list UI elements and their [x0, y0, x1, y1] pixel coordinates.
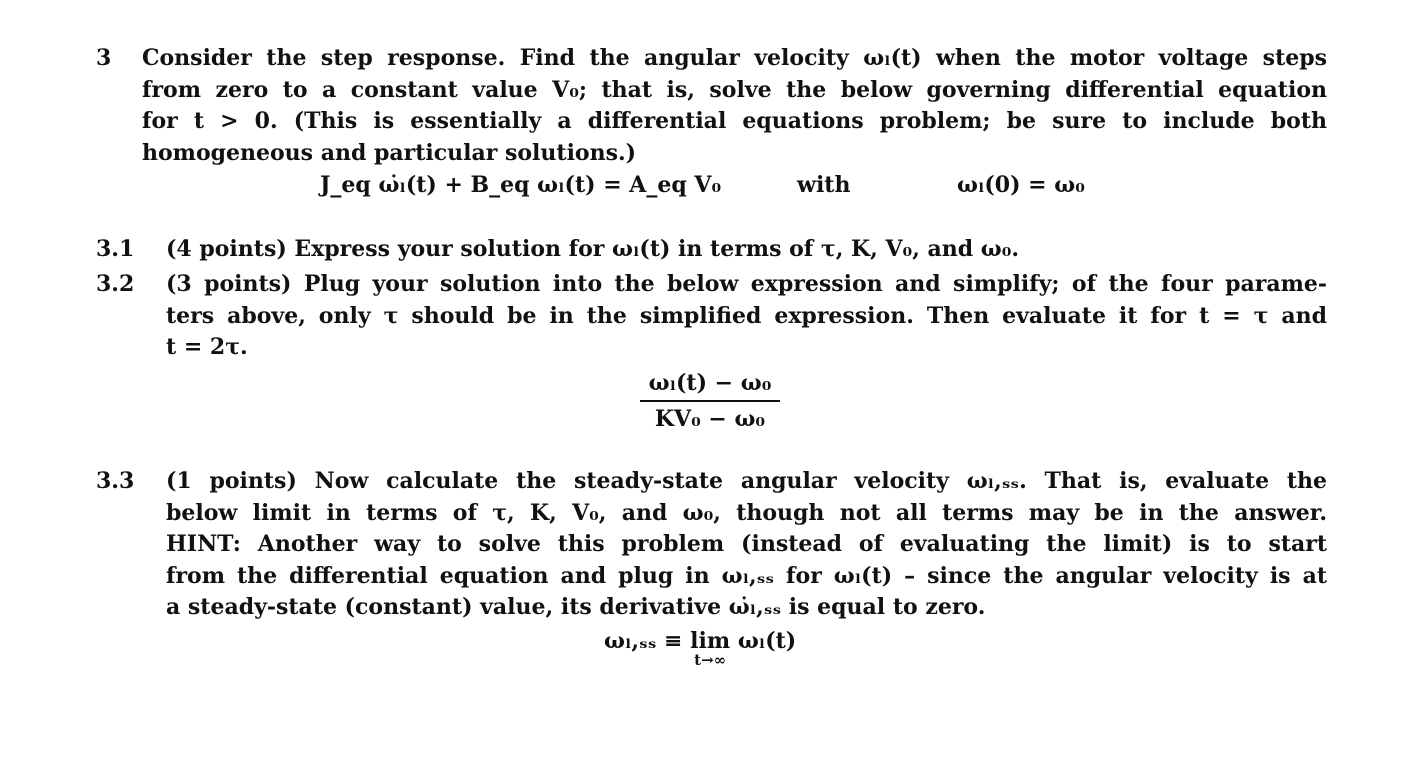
- limit-lhs: ωₗ,ₛₛ ≡: [604, 628, 683, 654]
- part-3-2-line-2: ters above, only τ should be in the simplified expression. Then evaluate it for t = τ and: [166, 302, 1327, 329]
- part-3-2-text: [166, 269, 1327, 364]
- part-3-3-line-2: below limit in terms of τ, K, V₀, and ω₀, though not all terms may be in the answer.: [166, 499, 1327, 526]
- limit-operator: lim: [690, 628, 731, 654]
- part-3-3-line-5: a steady-state (constant) value, its derivative ω̇ₗ,ₛₛ is equal to zero.: [166, 594, 986, 620]
- governing-equation: J_eq ω̇ₗ(t) + B_eq ωₗ(t) = A_eq V₀: [320, 172, 722, 198]
- limit-subscript: t→∞: [694, 651, 727, 669]
- problem-number: 3: [96, 45, 112, 71]
- part-3-1-line-1: (4 points) Express your solution for ωₗ(t) in terms of τ, K, V₀, and ω₀.: [166, 236, 1020, 262]
- part-3-3-text: [166, 466, 1327, 624]
- steady-state-limit-equation: [604, 628, 797, 669]
- problem-line-2: from zero to a constant value V₀; that is, solve the below governing differential equation: [142, 76, 1327, 103]
- part-3-2-number: 3.2: [96, 271, 135, 297]
- problem-line-1: Consider the step response. Find the angular velocity ωₗ(t) when the motor voltage steps: [142, 45, 1327, 71]
- limit-rhs: ωₗ(t): [737, 628, 797, 654]
- part-3-3-line-3: HINT: Another way to solve this problem (instead of evaluating the limit) is to start: [166, 531, 1327, 557]
- initial-condition: ωₗ(0) = ω₀: [957, 172, 1085, 198]
- fraction-numerator: ωₗ(t) − ω₀: [648, 370, 772, 396]
- problem-line-3: for t > 0. (This is essentially a differential equations problem; be sure to include both: [142, 108, 1327, 134]
- part-3-3-line-1: (1 points) Now calculate the steady-state angular velocity ωₗ,ₛₛ. That is, evaluate the: [166, 468, 1327, 494]
- part-3-3-line-4: from the differential equation and plug in ωₗ,ₛₛ for ωₗ(t) – since the angular velocity is at: [166, 562, 1327, 589]
- problem-line-4: homogeneous and particular solutions.): [142, 139, 637, 166]
- equation-connector: with: [797, 172, 851, 198]
- part-3-1-number: 3.1: [96, 236, 135, 262]
- limit-operator-block: [690, 628, 731, 669]
- part-3-1-text: [166, 234, 1327, 266]
- normalized-response-fraction: [640, 368, 780, 434]
- part-3-2-line-3: t = 2τ.: [166, 334, 248, 360]
- fraction-denominator: KV₀ − ω₀: [654, 406, 766, 432]
- part-3-2-line-1: (3 points) Plug your solution into the below expression and simplify; of the four parame-: [166, 271, 1327, 297]
- problem-statement: [142, 43, 1327, 169]
- part-3-3-number: 3.3: [96, 468, 135, 494]
- fraction-bar: [640, 400, 780, 402]
